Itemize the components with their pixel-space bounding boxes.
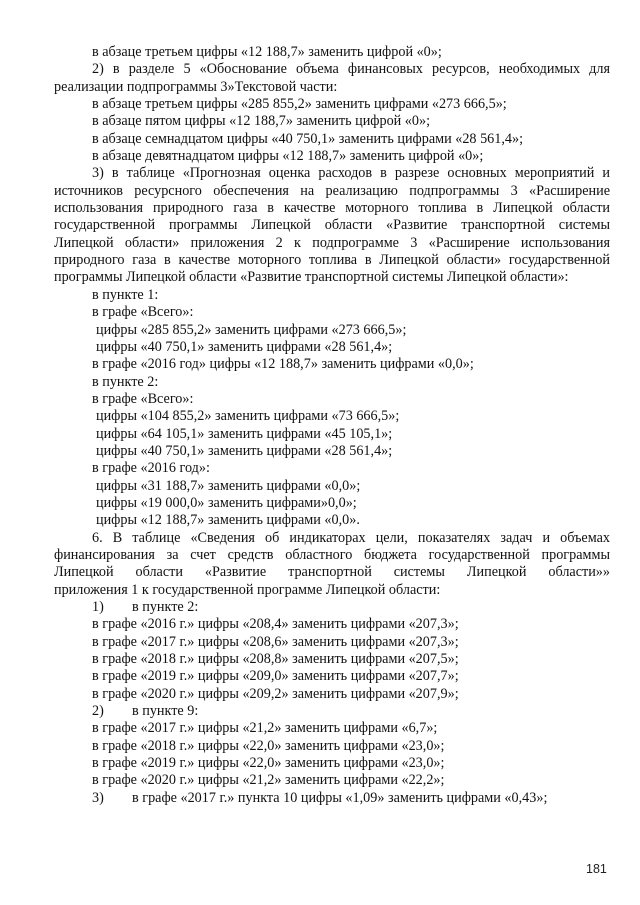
text-line: 6. В таблице «Сведения об индикаторах цели, показателях задач и объемах [92, 529, 610, 546]
text-line: природного газа в качестве моторного топлива в Липецкой области» государственной [54, 252, 610, 269]
text-line: финансирования за счет средств областного бюджета государственной программы [54, 546, 610, 563]
text-line: в графе «2017 г.» цифры «21,2» заменить цифрами «6,7»; [92, 720, 438, 737]
text-line: источников ресурсного обеспечения на реализацию подпрограммы 3 «Расширение [54, 182, 610, 199]
item-number: 2) [92, 703, 104, 720]
text-line: в абзаце девятнадцатом цифры «12 188,7» заменить цифрой «0»; [92, 148, 484, 165]
text-line: использования природного газа в качестве моторного топлива в Липецкой области [54, 200, 610, 217]
text-line: цифры «19 000,0» заменить цифрами»0,0»; [96, 494, 357, 511]
document-body [54, 44, 610, 807]
text-line: государственной программы Липецкой области «Развитие транспортной системы [54, 217, 610, 234]
text-line: цифры «12 188,7» заменить цифрами «0,0». [96, 512, 360, 529]
text-line: реализации подпрограммы 3»Текстовой части: [54, 78, 338, 95]
text-line: в пункте 1: [92, 286, 159, 303]
text-line: цифры «40 750,1» заменить цифрами «28 561,4»; [96, 338, 393, 355]
item-number: 3) [92, 789, 104, 806]
text-line: Липецкой области» приложения 2 к подпрограмме 3 «Расширение использования [54, 234, 610, 251]
text-line: цифры «64 105,1» заменить цифрами «45 105,1»; [96, 425, 393, 442]
text-line: в графе «2016 год»: [92, 460, 210, 477]
text-line: цифры «285 855,2» заменить цифрами «273 666,5»; [96, 321, 407, 338]
text-line: в графе «2016 г.» цифры «208,4» заменить цифрами «207,3»; [92, 616, 459, 633]
text-line: цифры «104 855,2» заменить цифрами «73 666,5»; [96, 408, 400, 425]
text-line: в графе «2020 г.» цифры «21,2» заменить цифрами «22,2»; [92, 772, 445, 789]
numbered-item [54, 599, 610, 616]
text-line: в графе «2018 г.» цифры «22,0» заменить цифрами «23,0»; [92, 737, 445, 754]
text-line: в абзаце третьем цифры «12 188,7» заменить цифрой «0»; [92, 44, 442, 60]
text-line: Липецкой области «Развитие транспортной системы Липецкой области»» [54, 564, 610, 581]
text-line: 3) в таблице «Прогнозная оценка расходов в разрезе основных мероприятий и [92, 165, 610, 182]
text-line: приложения 1 к государственной программе Липецкой области: [54, 581, 441, 598]
text-line: в графе «Всего»: [92, 304, 194, 321]
item-text: в пункте 2: [132, 599, 199, 615]
item-text: в пункте 9: [132, 703, 199, 720]
text-line: цифры «40 750,1» заменить цифрами «28 561,4»; [96, 442, 393, 459]
text-line: в абзаце семнадцатом цифры «40 750,1» заменить цифрами «28 561,4»; [92, 130, 524, 147]
text-line: в пункте 2: [92, 373, 159, 390]
text-line: в графе «2016 год» цифры «12 188,7» заменить цифрами «0,0»; [92, 356, 474, 373]
text-line: в графе «Всего»: [92, 390, 194, 407]
text-line: в графе «2020 г.» цифры «209,2» заменить цифрами «207,9»; [92, 685, 459, 702]
page-number: 181 [586, 862, 607, 876]
text-line: цифры «31 188,7» заменить цифрами «0,0»; [96, 477, 361, 494]
text-line: 2) в разделе 5 «Обоснование объема финансовых ресурсов, необходимых для [92, 61, 610, 78]
text-line: в абзаце пятом цифры «12 188,7» заменить цифрой «0»; [92, 113, 431, 130]
text-line: в графе «2017 г.» цифры «208,6» заменить цифрами «207,3»; [92, 633, 459, 650]
item-text: в графе «2017 г.» пункта 10 цифры «1,09» заменить цифрами «0,43»; [132, 789, 548, 806]
text-line: в графе «2018 г.» цифры «208,8» заменить цифрами «207,5»; [92, 651, 459, 668]
numbered-item [54, 790, 610, 807]
text-line: в абзаце третьем цифры «285 855,2» заменить цифрами «273 666,5»; [92, 96, 507, 113]
text-line: в графе «2019 г.» цифры «209,0» заменить цифрами «207,7»; [92, 668, 459, 685]
item-number: 1) [92, 599, 104, 615]
numbered-item [54, 703, 610, 720]
text-line: программы Липецкой области «Развитие транспортной системы Липецкой области»: [54, 269, 569, 286]
text-line: в графе «2019 г.» цифры «22,0» заменить цифрами «23,0»; [92, 755, 445, 772]
